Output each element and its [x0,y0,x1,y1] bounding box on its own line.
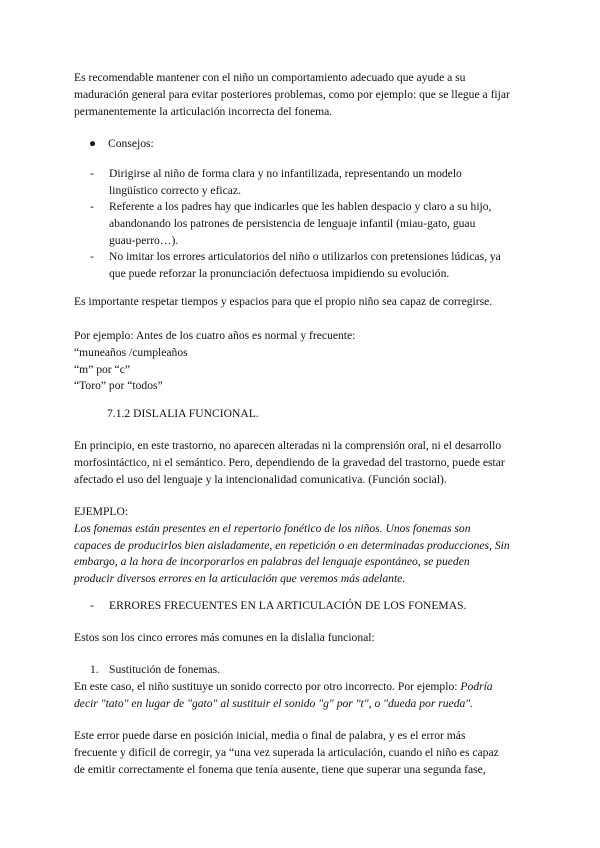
text-line: Por ejemplo: Antes de los cuatro años es normal y frecuente: [74,329,356,342]
text-line: morfosintáctico, ni el semántico. Pero, dependiendo de la gravedad del trastorno, puede estar [74,455,505,469]
text-line: “muneaños /cumpleaños [74,345,188,359]
text-line: “m” por “c” [74,362,130,376]
text-line: abandonando los patrones de persistencia de lenguaje infantil (miau-gato, guau [109,216,476,230]
principio-paragraph [74,438,526,488]
dash-marker: - [90,200,94,213]
dash-marker: - [90,250,94,263]
text-line: maduración general para evitar posteriores problemas, como por ejemplo: que se llegue a fijar [74,87,510,101]
dash-marker: - [90,599,94,612]
dash-marker: - [90,167,94,180]
text-line: capaces de producirlos bien aisladamente, en repetición o en determinadas producciones, Sin [74,538,510,552]
text-line: “Toro” por “todos” [74,379,163,393]
text-line: Estos son los cinco errores más comunes en la dislalia funcional: [74,631,375,644]
ejemplos-list [74,328,526,395]
text-line: producir diversos errores en la articulación que veremos más adelante. [74,572,406,586]
numbered-item-text: Sustitución de fonemas. [109,663,221,676]
text-line: frecuente y difícil de corregir, ya “una vez superada la articulación, cuando el niño es capaz [74,745,499,759]
ejemplo-label: EJEMPLO: [74,505,129,518]
consejos-label: Consejos: [108,137,154,150]
consejos-bullet [89,136,154,153]
respeto-paragraph [74,294,526,311]
ejemplo-block [74,504,526,588]
text-line: permanentemente la articulación incorrecta del fonema. [74,104,333,118]
cinco-paragraph [74,630,526,647]
text-line: Es importante respetar tiempos y espacios para que el propio niño sea capaz de corregirse. [74,295,493,308]
numbered-item [90,662,220,679]
text-line: decir "tato" en lugar de "gato" al sustituir el sonido "g" por "t", o "dueda por rueda". [74,696,474,710]
text-line: En principio, en este trastorno, no aparecen alteradas ni la comprensión oral, ni el desarrollo [74,439,502,452]
number-marker: 1. [90,663,99,676]
section-heading: 7.1.2 DISLALIA FUNCIONAL. [107,407,259,420]
text-line: En este caso, el niño sustituye un sonido correcto por otro incorrecto. Por ejemplo: Podría [74,680,493,693]
text-line: que puede reforzar la pronunciación defectuosa impidiendo su evolución. [109,266,450,280]
error-paragraph [74,728,526,778]
text-line: Es recomendable mantener con el niño un comportamiento adecuado que ayude a su [74,71,466,84]
text-line: Referente a los padres hay que indicarles que les hablen despacio y claro a su hijo, [109,200,492,213]
text-line: Este error puede darse en posición inicial, media o final de palabra, y es el error más [74,729,466,742]
text-line: lingüístico correcto y eficaz. [109,183,241,197]
text-line: de emitir correctamente el fonema que tenía ausente, tiene que superar una segunda fase, [74,762,486,776]
errores-heading-text: ERRORES FRECUENTES EN LA ARTICULACIÓN DE LOS FONEMAS. [109,599,467,612]
text-line: Los fonemas están presentes en el repertorio fonético de los niños. Unos fonemas son [74,521,471,535]
sustitucion-paragraph [74,679,526,713]
text-line: embargo, a la hora de incorporarlos en palabras del lenguaje espontáneo, se pueden [74,555,470,569]
text-line: Dirigirse al niño de forma clara y no infantilizada, representando un modelo [109,167,462,180]
text-line: afectado el uso del lenguaje y la intencionalidad comunicativa. (Función social). [74,472,447,486]
text-line: guau-perro…). [109,233,179,247]
bullet-icon: ● [89,137,97,150]
intro-paragraph [74,70,526,120]
text-line: No imitar los errores articulatorios del niño o utilizarlos con pretensiones lúdicas, ya [109,250,501,263]
